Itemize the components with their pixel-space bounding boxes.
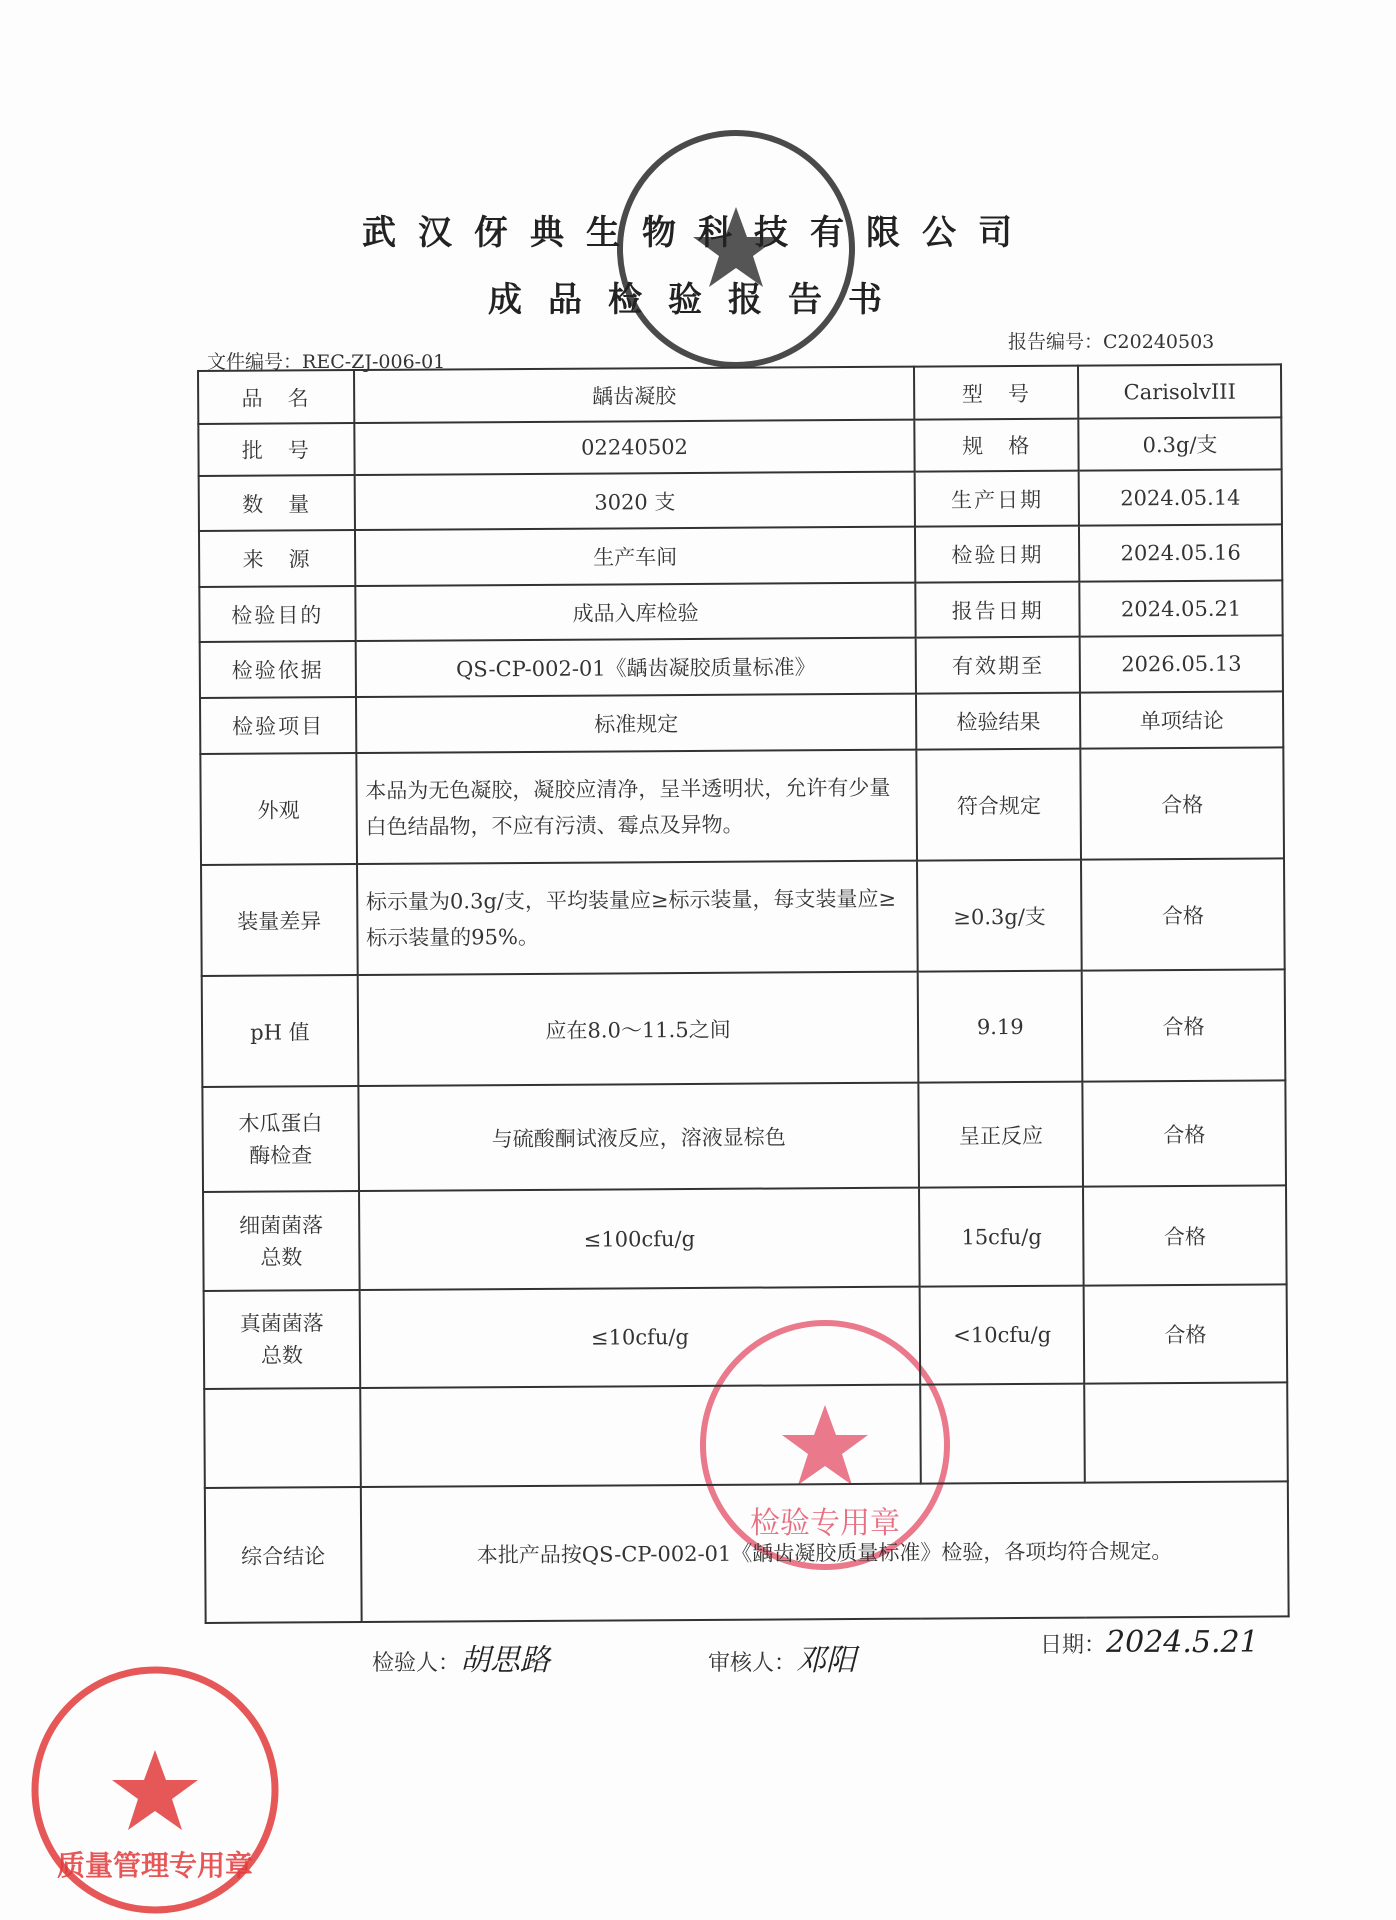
info-label: 批 号: [198, 423, 354, 476]
test-standard: ≤100cfu/g: [359, 1188, 920, 1290]
tests-header-row: [200, 691, 1283, 754]
test-row: [202, 1080, 1286, 1192]
summary-label: 综合结论: [205, 1487, 362, 1623]
test-standard: 应在8.0～11.5之间: [357, 972, 918, 1086]
info-label: 检验目的: [199, 586, 355, 642]
inspector-label: 检验人：: [372, 1651, 461, 1676]
info-label: 规 格: [915, 419, 1079, 472]
inspector-signature: [372, 1635, 550, 1679]
summary-text: 本批产品按QS-CP-002-01《龋齿凝胶质量标准》检验，各项均符合规定。: [361, 1481, 1289, 1622]
test-item: 装量差异: [201, 864, 357, 976]
test-conclusion: 合格: [1082, 969, 1285, 1081]
header-result: 检验结果: [916, 693, 1080, 750]
info-value: 2024.05.21: [1079, 580, 1282, 636]
info-value: 0.3g/支: [1079, 417, 1282, 470]
test-standard: 本品为无色凝胶，凝胶应清净，呈半透明状，允许有少量白色结晶物，不应有污渍、霉点及异物。: [356, 750, 917, 864]
info-row: [198, 364, 1281, 424]
info-row: [199, 580, 1282, 642]
reviewer-signature: [708, 1635, 856, 1679]
test-conclusion: 合格: [1081, 747, 1284, 859]
header-conclusion: 单项结论: [1080, 691, 1283, 748]
info-value: 2024.05.16: [1079, 524, 1282, 581]
test-item: 木瓜蛋白酶检查: [202, 1086, 358, 1192]
test-result: 符合规定: [917, 749, 1082, 861]
test-result: 9.19: [918, 971, 1083, 1083]
test-result: 15cfu/g: [919, 1187, 1083, 1287]
test-item: pH 值: [202, 975, 358, 1087]
info-label: 检验日期: [915, 526, 1079, 583]
info-value: 龋齿凝胶: [354, 367, 915, 423]
doc-number-value: REC-ZJ-006-01: [302, 351, 446, 373]
test-row: [201, 858, 1285, 976]
test-row: [204, 1284, 1288, 1389]
test-conclusion: 合格: [1081, 858, 1284, 970]
info-row: [199, 524, 1282, 587]
company-title: 武汉伢典生物科技有限公司: [362, 213, 1034, 253]
info-label: 数 量: [199, 475, 355, 531]
test-standard: 标示量为0.3g/支，平均装量应≥标示装量，每支装量应≥标示装量的95%。: [357, 861, 918, 975]
info-label: 来 源: [199, 530, 355, 587]
info-label: 报告日期: [916, 582, 1080, 638]
test-result: <10cfu/g: [920, 1286, 1084, 1385]
test-result: 呈正反应: [919, 1082, 1083, 1188]
header-standard: 标准规定: [356, 694, 917, 753]
test-standard: 与硫酸酮试液反应，溶液显棕色: [358, 1083, 919, 1191]
test-standard: ≤10cfu/g: [359, 1287, 920, 1388]
test-item: 外观: [200, 753, 356, 865]
empty-row: [204, 1382, 1288, 1488]
date-signature: [1040, 1625, 1259, 1660]
info-value: 2024.05.14: [1079, 469, 1282, 525]
report-number-value: C20240503: [1103, 331, 1215, 353]
doc-number-label: 文件编号：: [207, 351, 303, 373]
test-conclusion: 合格: [1083, 1185, 1286, 1285]
info-row: [200, 635, 1283, 698]
summary-row: [205, 1481, 1289, 1623]
info-label: 品 名: [198, 370, 354, 424]
info-value: 生产车间: [355, 527, 916, 586]
info-label: 检验依据: [200, 641, 356, 698]
test-item: 细菌菌落总数: [203, 1191, 359, 1291]
test-item: 真菌菌落总数: [204, 1290, 360, 1389]
info-row: [198, 417, 1281, 476]
report-title: 成品检验报告书: [488, 280, 908, 320]
test-conclusion: 合格: [1083, 1080, 1286, 1186]
info-label: 有效期至: [916, 637, 1080, 694]
date-label: 日期：: [1040, 1633, 1107, 1658]
info-value: 02240502: [354, 420, 915, 475]
inspector-name: 胡思路: [460, 1643, 551, 1678]
test-row: [203, 1185, 1287, 1291]
report-number: [1008, 327, 1214, 354]
info-value: CarisolvIII: [1078, 364, 1281, 418]
svg-text:质量管理专用章: 质量管理专用章: [56, 1849, 254, 1882]
info-value: 3020 支: [354, 472, 915, 530]
date-value: 2024.5.21: [1106, 1625, 1259, 1660]
quality-stamp-bottom: [25, 1660, 285, 1920]
info-value: 2026.05.13: [1080, 635, 1283, 692]
header-item: 检验项目: [200, 697, 356, 754]
test-row: [200, 747, 1284, 865]
info-label: 生产日期: [915, 471, 1079, 527]
test-row: [202, 969, 1286, 1087]
test-result: ≥0.3g/支: [917, 860, 1082, 972]
report-number-label: 报告编号：: [1008, 331, 1104, 353]
info-value: QS-CP-002-01《龋齿凝胶质量标准》: [355, 638, 916, 697]
svg-text:检验专用章: 检验专用章: [750, 1506, 900, 1541]
info-label: 型 号: [914, 366, 1078, 420]
info-value: 成品入库检验: [355, 583, 916, 641]
info-row: [199, 469, 1282, 531]
inspection-table: [197, 363, 1290, 1624]
test-conclusion: 合格: [1084, 1284, 1287, 1383]
reviewer-name: 邓阳: [796, 1643, 857, 1678]
reviewer-label: 审核人：: [708, 1651, 797, 1676]
